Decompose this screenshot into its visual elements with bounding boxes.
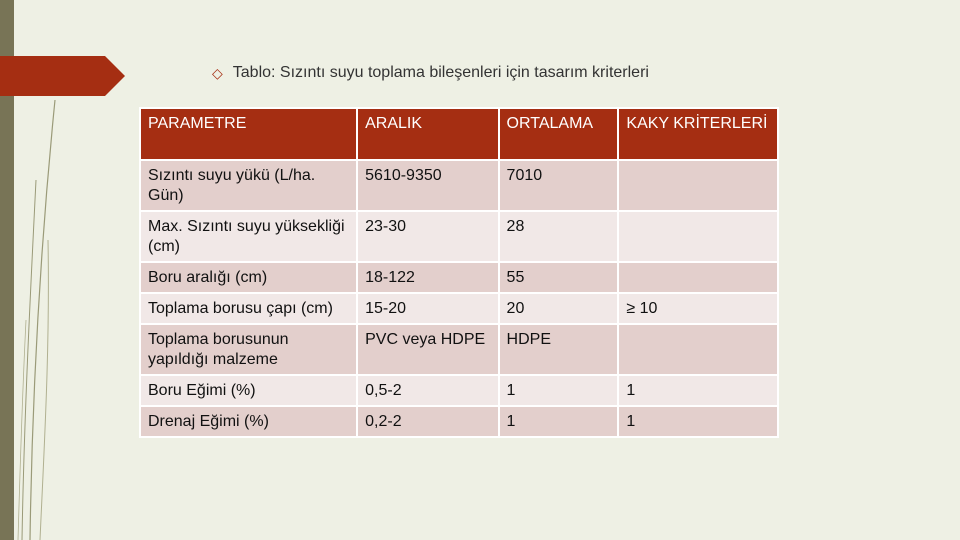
table-cell: 0,2-2 [357, 406, 498, 437]
table-cell [618, 324, 778, 375]
table-header-row [140, 108, 778, 160]
diamond-bullet-icon: ◇ [212, 64, 223, 81]
table-cell: Boru Eğimi (%) [140, 375, 357, 406]
table-row [140, 324, 778, 375]
table-cell: 1 [499, 406, 619, 437]
table-cell: 18-122 [357, 262, 498, 293]
table-cell: 20 [499, 293, 619, 324]
table-cell: PVC veya HDPE [357, 324, 498, 375]
table-cell [618, 262, 778, 293]
table-cell: 1 [618, 406, 778, 437]
table-row [140, 293, 778, 324]
table-cell: ≥ 10 [618, 293, 778, 324]
table-cell [618, 211, 778, 262]
header-parametre: PARAMETRE [140, 108, 357, 160]
header-ortalama: ORTALAMA [499, 108, 619, 160]
table-row [140, 375, 778, 406]
table-cell: 7010 [499, 160, 619, 211]
table-cell: Sızıntı suyu yükü (L/ha. Gün) [140, 160, 357, 211]
table-row [140, 406, 778, 437]
table-cell: Toplama borusu çapı (cm) [140, 293, 357, 324]
table-cell: 5610-9350 [357, 160, 498, 211]
table-cell: 1 [499, 375, 619, 406]
header-aralik: ARALIK [357, 108, 498, 160]
table-cell: Toplama borusunun yapıldığı malzeme [140, 324, 357, 375]
slide-title-text: Tablo: Sızıntı suyu toplama bileşenleri için tasarım kriterleri [232, 64, 649, 81]
table-row [140, 160, 778, 211]
table-cell: Drenaj Eğimi (%) [140, 406, 357, 437]
table-cell: Max. Sızıntı suyu yüksekliği (cm) [140, 211, 357, 262]
table-cell: 15-20 [357, 293, 498, 324]
table-row [140, 262, 778, 293]
table-cell: 1 [618, 375, 778, 406]
table-cell: 23-30 [357, 211, 498, 262]
slide-title [212, 62, 649, 84]
table-cell: 55 [499, 262, 619, 293]
table-cell: HDPE [499, 324, 619, 375]
title-arrow-tab [0, 56, 125, 96]
table-cell: 0,5-2 [357, 375, 498, 406]
table-row [140, 211, 778, 262]
table-cell: 28 [499, 211, 619, 262]
design-criteria-table [139, 107, 779, 438]
table-cell [618, 160, 778, 211]
header-kaky-kriterleri: KAKY KRİTERLERİ [618, 108, 778, 160]
table-cell: Boru aralığı (cm) [140, 262, 357, 293]
